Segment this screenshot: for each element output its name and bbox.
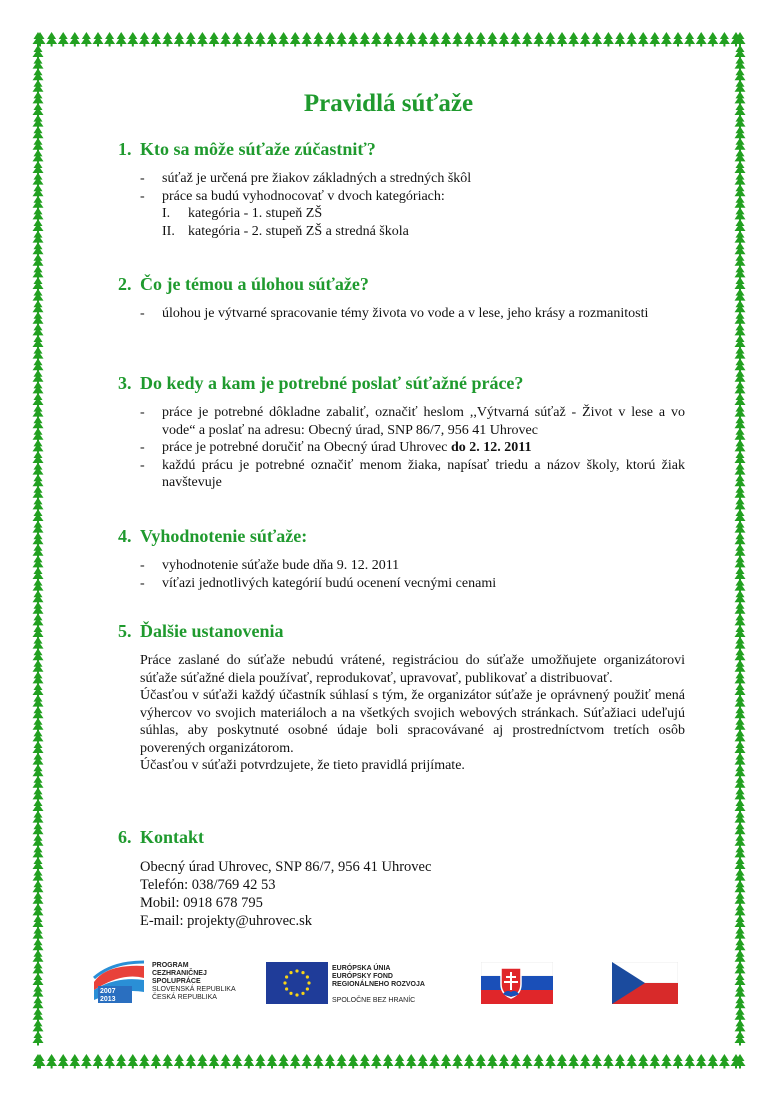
svg-text:2013: 2013 xyxy=(100,996,116,1003)
section-3-list xyxy=(140,404,685,492)
section-heading-3: 3. Do kedy a kam je potrebné poslať súťažné práce? xyxy=(118,373,524,393)
eu-star-icon xyxy=(301,992,304,995)
program-emblem-icon xyxy=(92,960,148,1004)
eu-star-icon xyxy=(307,981,310,984)
contact-block xyxy=(140,858,431,930)
section-1-list xyxy=(140,170,685,240)
svg-text:2007: 2007 xyxy=(100,988,116,995)
contact-phone: Telefón: 038/769 42 53 xyxy=(140,877,276,893)
list-item: - každú prácu je potrebné označiť menom žiaka, napísať triedu a názov školy, ktorú žiak navštevuje xyxy=(140,457,685,492)
eu-star-icon xyxy=(301,971,304,974)
list-item: - víťazi jednotlivých kategórií budú ocenení vecnými cenami xyxy=(140,575,685,593)
list-item: - práce je potrebné doručiť na Obecný úrad Uhrovec do 2. 12. 2011 xyxy=(140,439,685,457)
paragraph: Účasťou v súťaži potvrdzujete, že tieto pravidlá prijímate. xyxy=(140,758,465,773)
section-heading-5: 5. Ďalšie ustanovenia xyxy=(118,621,284,641)
eu-star-icon xyxy=(295,993,298,996)
list-item: - práce sa budú vyhodnocovať v dvoch kategóriach: xyxy=(140,188,685,206)
cross-border-program-logo: 2007 2013 PROGRAM CEZHRANIČNEJ SPOLUPRÁCE SLOVENSKÁ REPUBLIKA ČESKÁ REPUBLIKA xyxy=(92,960,148,1009)
eu-star-icon xyxy=(289,971,292,974)
list-item: - úlohou je výtvarné spracovanie témy života vo vode a v lese, jeho krásy a rozmanitosti xyxy=(140,305,685,323)
section-2-list xyxy=(140,305,685,323)
section-heading-2: 2. Čo je témou a úlohou súťaže? xyxy=(118,274,369,294)
section-heading-1: 1. Kto sa môže súťaže zúčastniť? xyxy=(118,139,376,159)
eu-star-icon xyxy=(295,969,298,972)
list-item: - práce je potrebné dôkladne zabaliť, označiť heslom ,,Výtvarná súťaž - Život v lese a vo vode“ a poslať na adresu: Obecný úrad, SNP 86/7, 956 41 Uhrovec xyxy=(140,404,685,439)
category-item-2: II. kategória - 2. stupeň ZŠ a stredná škola xyxy=(162,223,409,239)
list-item: - vyhodnotenie súťaže bude dňa 9. 12. 2011 xyxy=(140,557,685,575)
contact-mobile: Mobil: 0918 678 795 xyxy=(140,895,263,911)
eu-star-icon xyxy=(289,992,292,995)
czech-flag-icon xyxy=(612,962,678,1004)
contact-email[interactable]: E-mail: projekty@uhrovec.sk xyxy=(140,913,313,929)
eu-star-icon xyxy=(306,987,309,990)
list-item: - súťaž je určená pre žiakov základných a stredných škôl xyxy=(140,170,685,188)
eu-star-icon xyxy=(285,987,288,990)
eu-star-icon xyxy=(285,975,288,978)
page-title: Pravidlá súťaže xyxy=(303,90,474,117)
slovak-flag xyxy=(481,962,553,1009)
deadline-date: do 2. 12. 2011 xyxy=(450,440,532,455)
eu-flag-icon xyxy=(266,962,328,1004)
section-4-list xyxy=(140,557,685,592)
eu-star-icon xyxy=(283,981,286,984)
eu-star-icon xyxy=(306,975,309,978)
section-heading-4: 4. Vyhodnotenie súťaže: xyxy=(118,526,308,546)
slovak-flag-icon xyxy=(481,962,553,1004)
czech-flag xyxy=(612,962,678,1009)
eu-fund-logo: EURÓPSKA ÚNIA EURÓPSKY FOND REGIONÁLNEHO ROZVOJA SPOLOČNE BEZ HRANÍC xyxy=(266,962,328,1009)
paragraph: Práce zaslané do súťaže nebudú vrátené, registráciou do súťaže umožňujete organizátorovi súťaže súťažné diela používať, reprodukovať, upravovať, publikovať a distribuovať. xyxy=(140,653,685,686)
contact-address: Obecný úrad Uhrovec, SNP 86/7, 956 41 Uhrovec xyxy=(140,859,432,875)
section-heading-6: 6. Kontakt xyxy=(118,827,205,847)
paragraph: Účasťou v súťaži každý účastník súhlasí s tým, že organizátor súťaže je oprávnený použiť mená výhercov vo svojich materiáloch a na všetkých svojich webových stránkach. Súťažiaci udeľujú súhlas, aby poskytnuté osobné údaje boli spracovávané aj prostredníctvom tretích osôb poverených organizátorom. xyxy=(140,688,685,756)
category-item-1: I. kategória - 1. stupeň ZŠ xyxy=(162,206,323,221)
section-5-body xyxy=(140,652,685,775)
